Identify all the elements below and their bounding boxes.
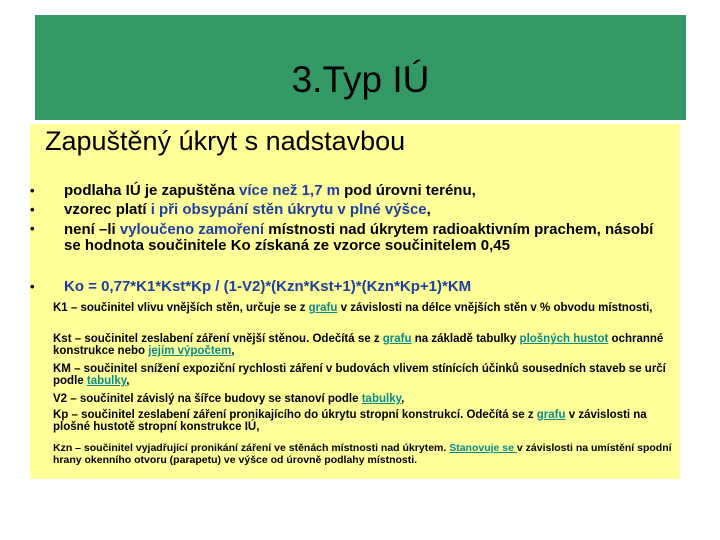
table-link[interactable]: tabulky [86,375,127,387]
definition-kp: Kp – součinitel zeslabení záření pronikajícího do úkrytu stropní konstrukcí. Odečítá se z grafu v závislosti na plošné hustotě stropní konstrukce IÚ, [53,409,647,433]
bullet-emphasis: více než 1,7 m [239,182,340,199]
graph-link[interactable]: grafu [308,302,338,314]
definition-k1: K1 – součinitel vlivu vnějších stěn, určuje se z grafu v závislosti na délce vnějších stěn v % obvodu místnosti, [53,302,653,314]
bullet-dot-icon: • [30,202,35,217]
bullet-text: , [426,201,431,218]
definition-v2: V2 – součinitel závislý na šířce budovy se stanoví podle tabulky, [53,393,405,405]
title-bar [35,15,686,120]
graph-link[interactable]: grafu [382,333,412,345]
table-link[interactable]: tabulky [361,393,402,405]
formula: Ko = 0,77*K1*Kst*Kp / (1-V2)*(Kzn*Kst+1)*(Kzn*Kp+1)*KM [64,278,472,295]
definition-kzn: Kzn – součinitel vyjadřující pronikání záření ve stěnách místnosti nad úkrytem. Stanovuje se v závislosti na umístění spodní hrany okenního otvoru (parapetu) ve výšce od úrovně podlahy místnosti. [53,442,672,466]
bullet-text: pod úrovni terénu, [339,182,476,199]
bullet-text: podlaha IÚ je zapuštěna [64,182,240,199]
bullet-text: vzorec platí [64,201,151,218]
graph-link[interactable]: grafu [536,409,566,421]
bullet-emphasis: i při obsypání stěn úkrytu v plné výšce [150,201,427,218]
bullet-text: místnosti nad úkrytem radioaktivním prachem, násobí se hodnota součinitele Ko získaná ze vzorce součinitelem 0,45 [64,221,654,254]
calculation-link[interactable]: jejím výpočtem [148,345,232,357]
definition-kst: Kst – součinitel zeslabení záření vnější stěnou. Odečítá se z grafu na základě tabulky plošných hustot ochranné konstrukce nebo jejím výpočtem, [53,333,664,357]
bullet-dot-icon: • [30,183,35,198]
areal-density-link[interactable]: plošných hustot [519,333,609,345]
bullet-text: není –li [64,221,120,238]
slide-title: 3.Typ IÚ [291,59,430,100]
bullet-dot-icon: • [30,279,35,294]
definition-km: KM – součinitel snížení expoziční rychlosti záření v budovách vlivem stínících účinků sousedních staveb se určí podle tabulky, [53,363,666,387]
slide-subtitle: Zapuštěný úkryt s nadstavbou [45,126,406,156]
determine-link[interactable]: Stanovuje se [449,442,517,454]
bullet-emphasis: vyloučeno zamoření [119,221,265,238]
bullet-dot-icon: • [30,221,35,236]
